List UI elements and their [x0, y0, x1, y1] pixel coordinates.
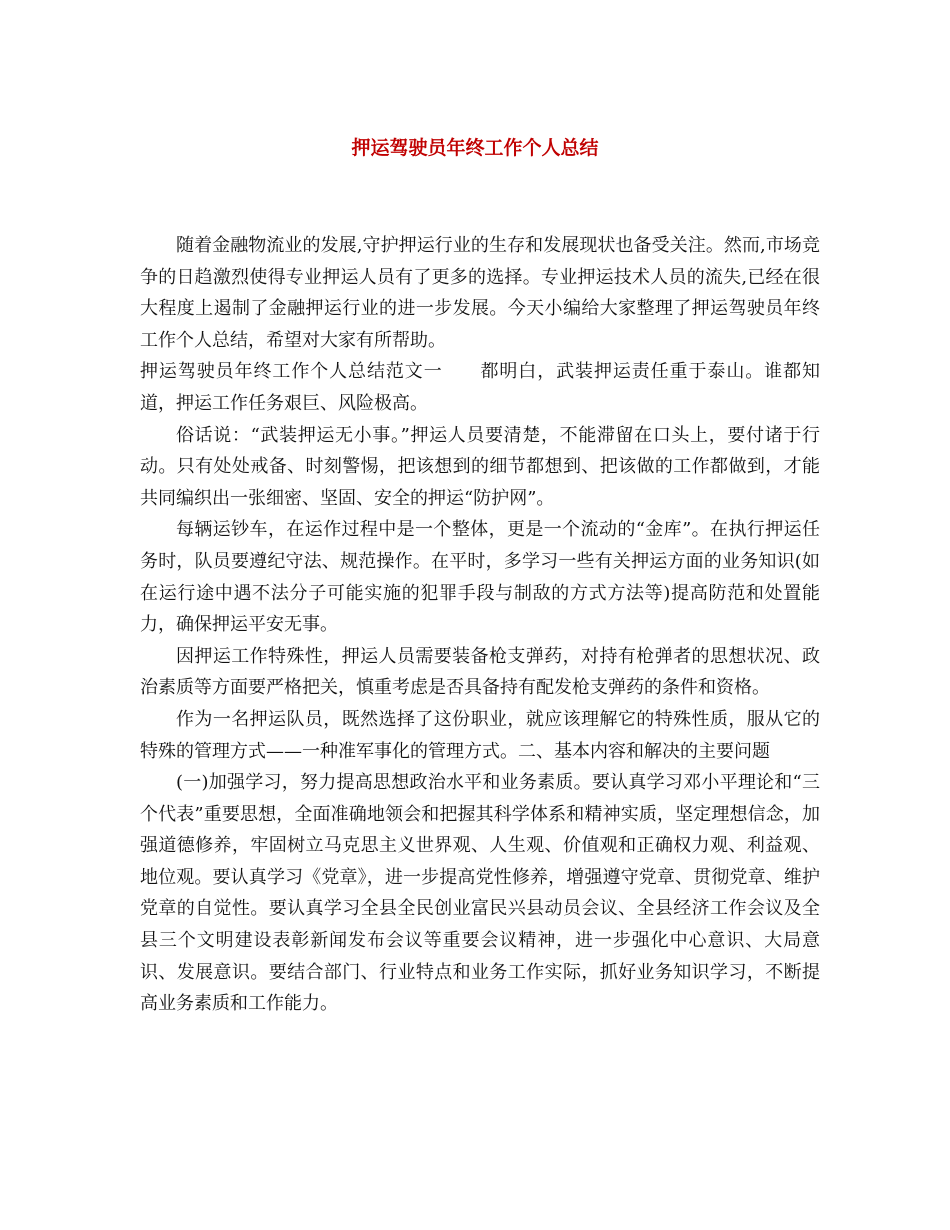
paragraph-proverb: 俗话说：“武装押运无小事。”押运人员要清楚，不能滞留在口头上，要付诸于行动。只有处处戒备、时刻警惕，把该想到的细节都想到、把该做的工作都做到，才能共同编织出一张细密、坚固、安全的押运“防护网”。 — [140, 424, 820, 509]
paragraph-sample-heading: 押运驾驶员年终工作个人总结范文一 都明白，武装押运责任重于泰山。谁都知道，押运工作任务艰巨、风险极高。 — [140, 361, 820, 414]
paragraph-study: (一)加强学习，努力提高思想政治水平和业务素质。要认真学习邓小平理论和“三个代表”重要思想，全面准确地领会和把握其科学体系和精神实质，坚定理想信念，加强道德修养，牢固树立马克思主义世界观、人生观、价值观和正确权力观、利益观、地位观。要认真学习《党章》，进一步提高党性修养，增强遵守党章、贯彻党章、维护党章的自觉性。要认真学习全县全民创业富民兴县动员会议、全县经济工作会议及全县三个文明建设表彰新闻发布会议等重要会议精神，进一步强化中心意识、大局意识、发展意识。要结合部门、行业特点和业务工作实际，抓好业务知识学习，不断提高业务素质和工作能力。 — [140, 772, 820, 1015]
paragraph-cash-truck: 每辆运钞车，在运作过程中是一个整体，更是一个流动的“金库”。在执行押运任务时，队员要遵纪守法、规范操作。在平时，多学习一些有关押运方面的业务知识(如在运行途中遇不法分子可能实施的犯罪手段与制敌的方式方法等)提高防范和处置能力，确保押运平安无事。 — [140, 519, 820, 636]
document-title: 押运驾驶员年终工作个人总结 — [351, 137, 599, 159]
paragraph-intro: 随着金融物流业的发展,守护押运行业的生存和发展现状也备受关注。然而,市场竞争的日趋激烈使得专业押运人员有了更多的选择。专业押运技术人员的流失,已经在很大程度上遏制了金融押运行业的进一步发展。今天小编给大家整理了押运驾驶员年终工作个人总结，希望对大家有所帮助。 — [140, 235, 820, 351]
document-body — [140, 230, 820, 1020]
paragraph-management: 作为一名押运队员，既然选择了这份职业，就应该理解它的特殊性质，服从它的特殊的管理方式——一种准军事化的管理方式。二、基本内容和解决的主要问题 — [140, 708, 820, 762]
paragraph-weapons: 因押运工作特殊性，押运人员需要装备枪支弹药，对持有枪弹者的思想状况、政治素质等方面要严格把关，慎重考虑是否具备持有配发枪支弹药的条件和资格。 — [140, 645, 820, 699]
